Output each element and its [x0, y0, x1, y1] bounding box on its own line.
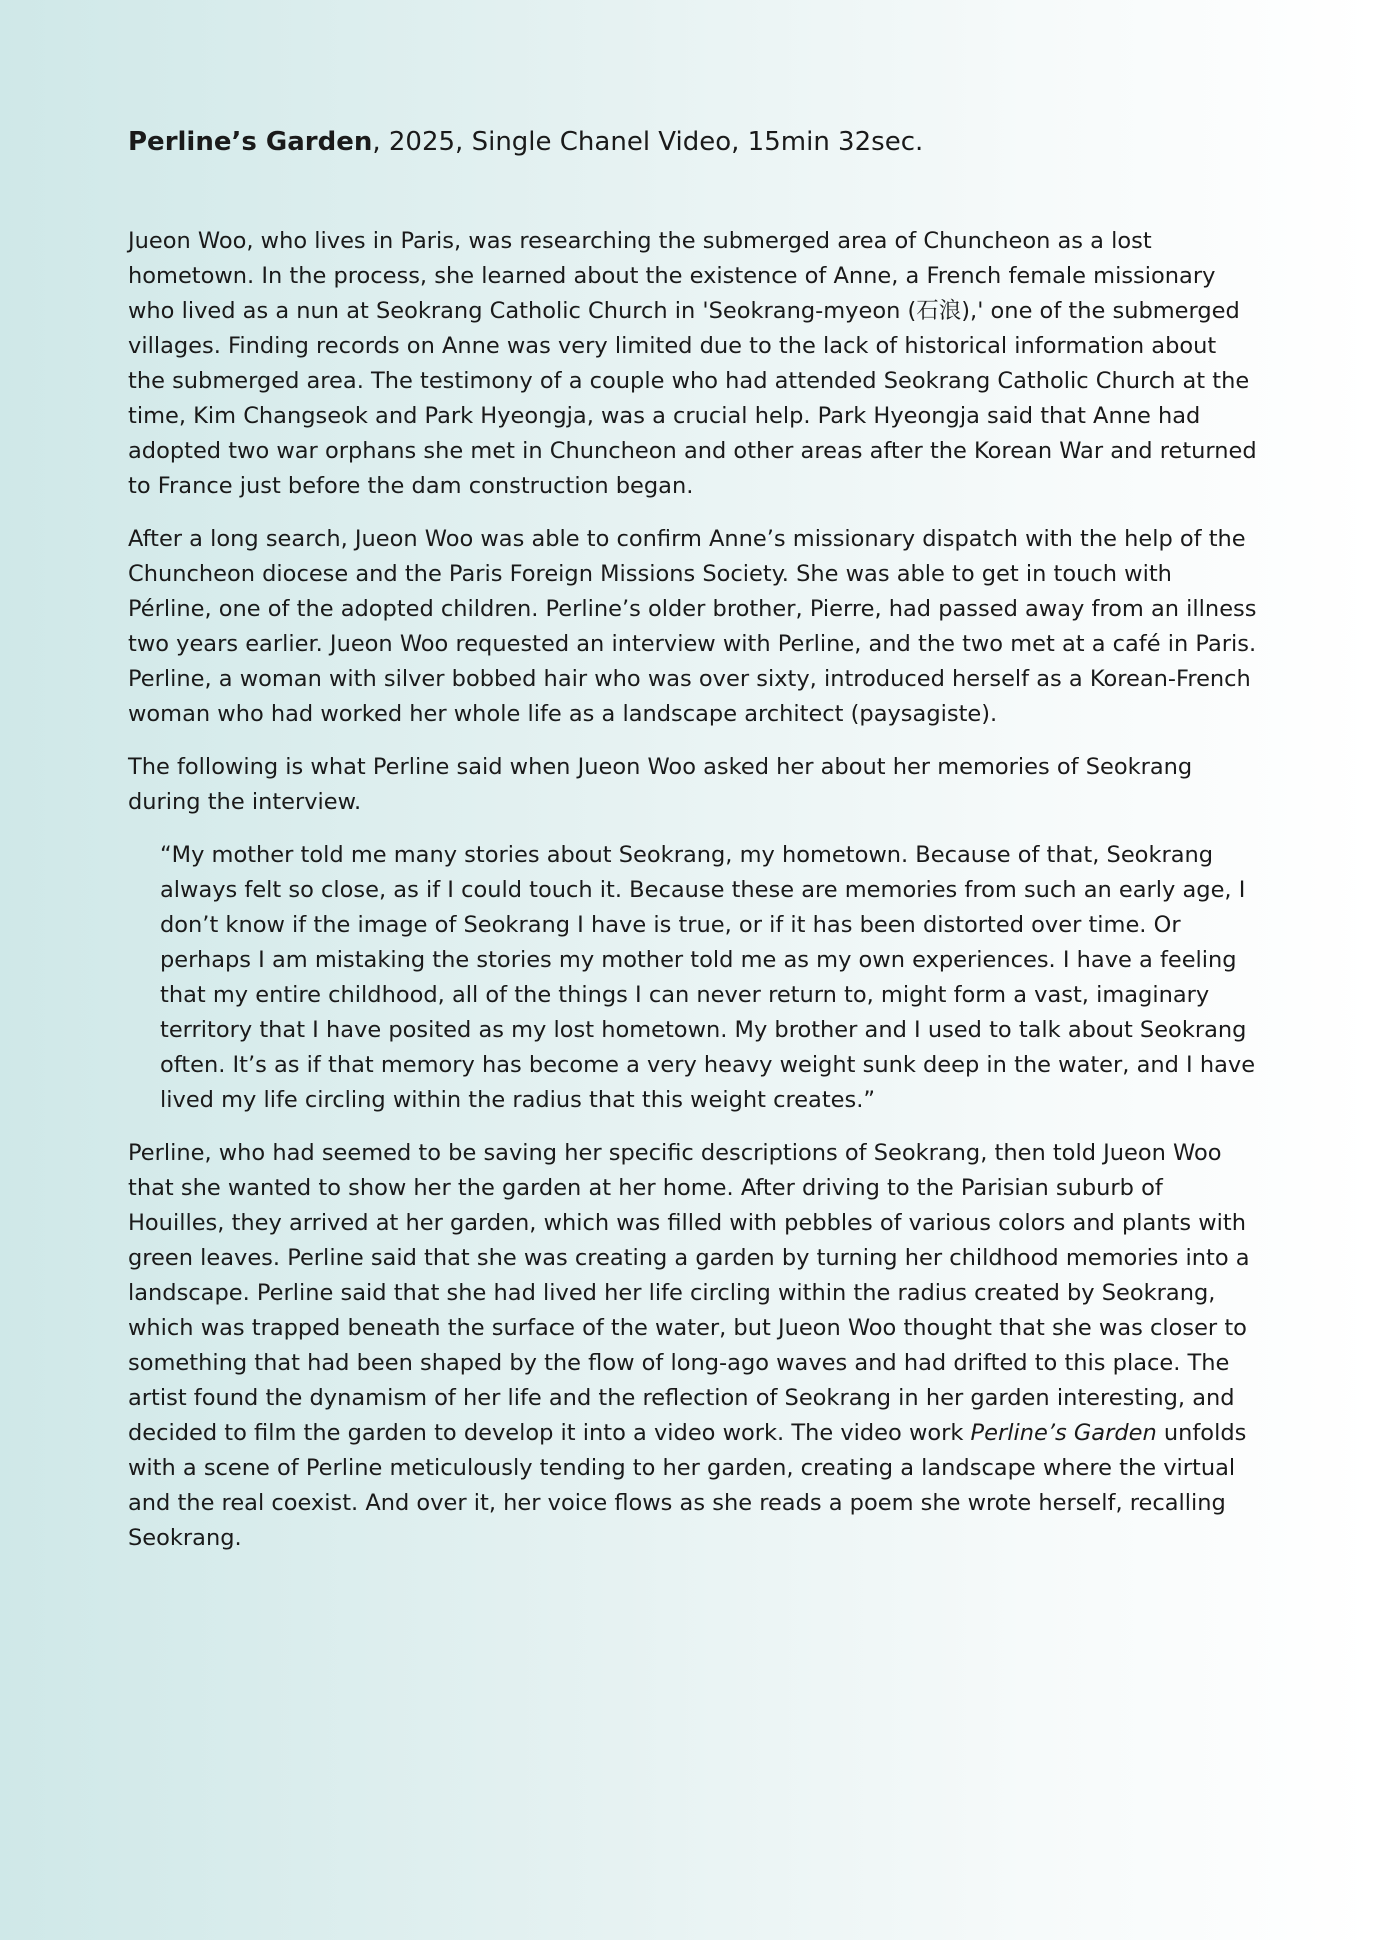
paragraph-interview-lead: The following is what Perline said when Jueon Woo asked her about her memories of Seokrang during the interview.: [128, 754, 1193, 815]
garden-text-before-title: Perline, who had seemed to be saving her specific descriptions of Seokrang, then told Jueon Woo that she wanted to show her the garden at her home. After driving to the Parisian suburb of Houilles, they arrived at her garden, which was filled with pebbles of various colors and plants with green leaves. Perline said that she was creating a garden by turning her childhood memories into a landscape. Perline said that she had lived her life circling within the radius created by Seokrang, which was trapped beneath the surface of the water, but Jueon Woo thought that she was closer to something that had been shaped by the flow of long-ago waves and had drifted to this place. The artist found the dynamism of her life and the reflection of Seokrang in her garden interesting, and decided to film the garden to develop it into a video work. The video work: [128, 1140, 1250, 1446]
paragraph-search: After a long search, Jueon Woo was able to confirm Anne’s missionary dispatch with the help of the Chuncheon diocese and the Paris Foreign Missions Society. She was able to get in touch with Pérline, one of the adopted children. Perline’s older brother, Pierre, had passed away from an illness two years earlier. Jueon Woo requested an interview with Perline, and the two met at a café in Paris. Perline, a woman with silver bobbed hair who was over sixty, introduced herself as a Korean-French woman who had worked her whole life as a landscape architect (paysagiste).: [128, 526, 1257, 727]
paragraph-garden: [128, 1136, 1259, 1556]
paragraph-intro: Jueon Woo, who lives in Paris, was researching the submerged area of Chuncheon as a lost hometown. In the process, she learned about the existence of Anne, a French female missionary who lived as a nun at Seokrang Catholic Church in 'Seokrang-myeon (石浪),' one of the submerged villages. Finding records on Anne was very limited due to the lack of historical information about the submerged area. The testimony of a couple who had attended Seokrang Catholic Church at the time, Kim Changseok and Park Hyeongja, was a crucial help. Park Hyeongja said that Anne had adopted two war orphans she met in Chuncheon and other areas after the Korean War and returned to France just before the dam construction began.: [128, 228, 1257, 499]
interview-quote: “My mother told me many stories about Seokrang, my hometown. Because of that, Seokrang always felt so close, as if I could touch it. Because these are memories from such an early age, I don’t know if the image of Seokrang I have is true, or if it has been distorted over time. Or perhaps I am mistaking the stories my mother told me as my own experiences. I have a feeling that my entire childhood, all of the things I can never return to, might form a vast, imaginary territory that I have posited as my lost hometown. My brother and I used to talk about Seokrang often. It’s as if that memory has become a very heavy weight sunk deep in the water, and I have lived my life circling within the radius that this weight creates.”: [160, 842, 1256, 1113]
essay-body: [128, 224, 1259, 1556]
work-heading: [128, 124, 1259, 160]
work-title: Perline’s Garden: [128, 127, 373, 157]
garden-text-after-title: unfolds with a scene of Perline meticulously tending to her garden, creating a landscape where the virtual and the real coexist. And over it, her voice flows as she reads a poem she wrote herself, recalling Seokrang.: [128, 1420, 1247, 1551]
garden-italic-title: Perline’s Garden: [970, 1420, 1157, 1446]
work-details: , 2025, Single Chanel Video, 15min 32sec.: [372, 127, 924, 157]
